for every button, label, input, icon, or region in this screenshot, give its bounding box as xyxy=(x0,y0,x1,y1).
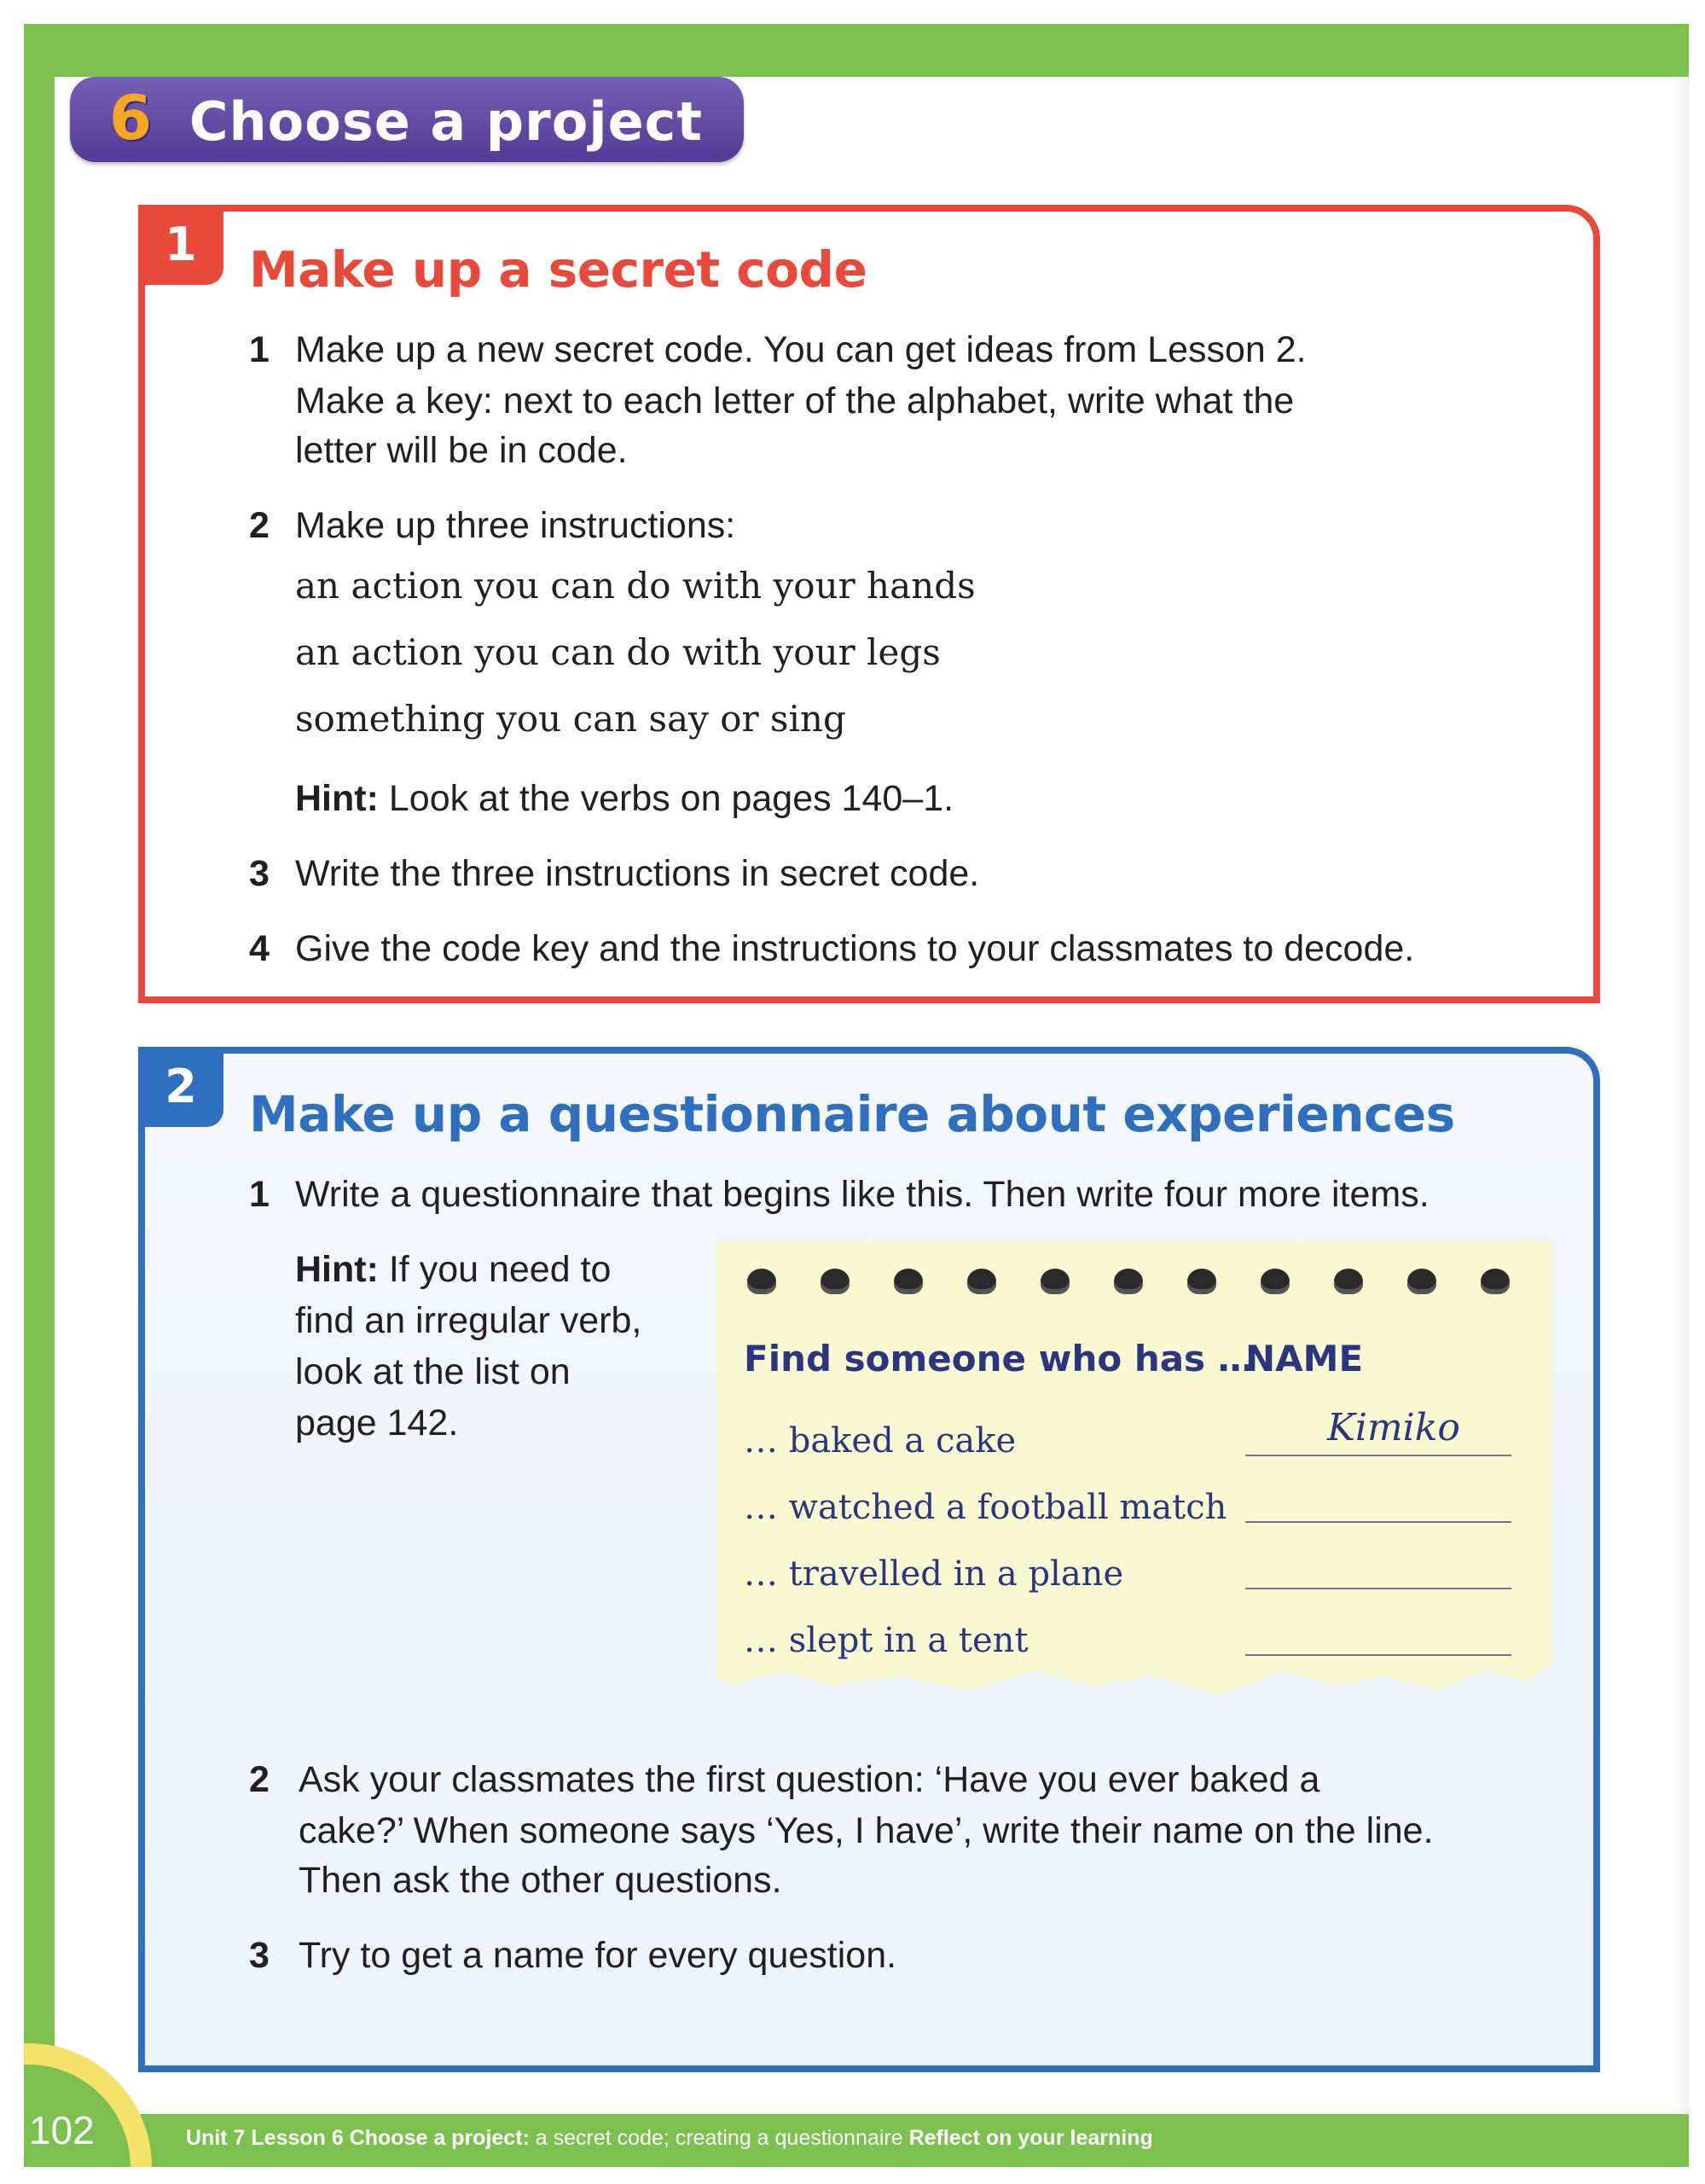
left-green-band xyxy=(24,24,55,2140)
hint-text: find an irregular verb, xyxy=(295,1300,642,1341)
page-edge-shadow xyxy=(1673,77,1689,2114)
page-number: 102 xyxy=(29,2108,95,2152)
footer-reflect: Reflect on your learning xyxy=(908,2126,1153,2150)
step-number: 3 xyxy=(249,1935,270,1976)
hint-text: If you need to xyxy=(378,1249,612,1290)
spiral-hole xyxy=(1481,1269,1510,1294)
step-text: Write a questionnaire that begins like this. Then write four more items. xyxy=(295,1174,1430,1215)
project-1-title: Make up a secret code xyxy=(249,241,867,299)
footer-caption xyxy=(186,2126,1153,2151)
handwritten-name: Kimiko xyxy=(1327,1406,1460,1449)
hint-label: Hint: xyxy=(295,1249,379,1290)
step-text: Make a key: next to each letter of the alphabet, write what the xyxy=(295,380,1295,421)
name-line xyxy=(1245,1588,1511,1589)
footer-description: a secret code; creating a questionnaire xyxy=(529,2126,909,2150)
questionnaire-item: … baked a cake xyxy=(744,1421,1017,1461)
step-text: Then ask the other questions. xyxy=(299,1860,782,1901)
hint-text: Look at the verbs on pages 140–1. xyxy=(388,778,954,819)
step-number: 2 xyxy=(249,1759,270,1800)
step-text: Write the three instructions in secret code. xyxy=(295,853,980,894)
name-line xyxy=(1245,1521,1511,1523)
hint-line xyxy=(295,773,954,824)
name-line xyxy=(1245,1455,1511,1456)
step-text: Make up three instructions: xyxy=(295,505,736,546)
project-2-title: Make up a questionnaire about experiences xyxy=(249,1085,1455,1143)
spiral-hole xyxy=(1261,1269,1290,1294)
step-text: cake?’ When someone says ‘Yes, I have’, write their name on the line. xyxy=(299,1810,1434,1851)
lesson-number: 6 xyxy=(109,82,153,154)
questionnaire-item: … watched a football match xyxy=(744,1488,1227,1527)
hint-label: Hint: xyxy=(295,778,379,819)
spiral-hole xyxy=(821,1269,850,1294)
hint-text: page 142. xyxy=(295,1403,459,1443)
step-text: Try to get a name for every question. xyxy=(299,1935,897,1976)
questionnaire-item: … slept in a tent xyxy=(744,1621,1029,1660)
step-number: 2 xyxy=(249,505,270,546)
top-green-band xyxy=(24,24,1689,77)
step-text: Ask your classmates the first question: ‘Have you ever baked a xyxy=(299,1759,1320,1800)
instruction-item: an action you can do with your legs xyxy=(295,631,941,673)
spiral-hole xyxy=(894,1269,923,1294)
questionnaire-item: … travelled in a plane xyxy=(744,1554,1124,1594)
step-number: 1 xyxy=(249,1174,270,1215)
questionnaire-heading: Find someone who has … xyxy=(744,1338,1254,1380)
spiral-hole xyxy=(1407,1269,1436,1294)
spiral-hole xyxy=(747,1269,776,1294)
spiral-hole xyxy=(1187,1269,1216,1294)
instruction-item: something you can say or sing xyxy=(295,698,846,740)
step-number: 1 xyxy=(249,329,270,370)
hint-text: look at the list on xyxy=(295,1351,571,1392)
instruction-item: an action you can do with your hands xyxy=(295,565,976,607)
step-text: letter will be in code. xyxy=(295,430,628,471)
project-2-number-badge: 2 xyxy=(138,1047,223,1127)
step-number: 4 xyxy=(249,928,270,969)
lesson-title: Choose a project xyxy=(189,90,704,153)
name-line xyxy=(1245,1654,1511,1656)
spiral-hole xyxy=(1041,1269,1070,1294)
step-text: Give the code key and the instructions to your classmates to decode. xyxy=(295,928,1415,969)
spiral-hole xyxy=(1114,1269,1143,1294)
hint-line xyxy=(295,1244,611,1295)
spiral-hole xyxy=(967,1269,996,1294)
project-1-number-badge: 1 xyxy=(138,205,223,285)
footer-unit-lesson: Unit 7 Lesson 6 Choose a project: xyxy=(186,2126,530,2150)
name-column-heading: NAME xyxy=(1245,1338,1364,1380)
step-text: Make up a new secret code. You can get ideas from Lesson 2. xyxy=(295,329,1307,370)
step-number: 3 xyxy=(249,853,270,894)
spiral-hole xyxy=(1334,1269,1363,1294)
